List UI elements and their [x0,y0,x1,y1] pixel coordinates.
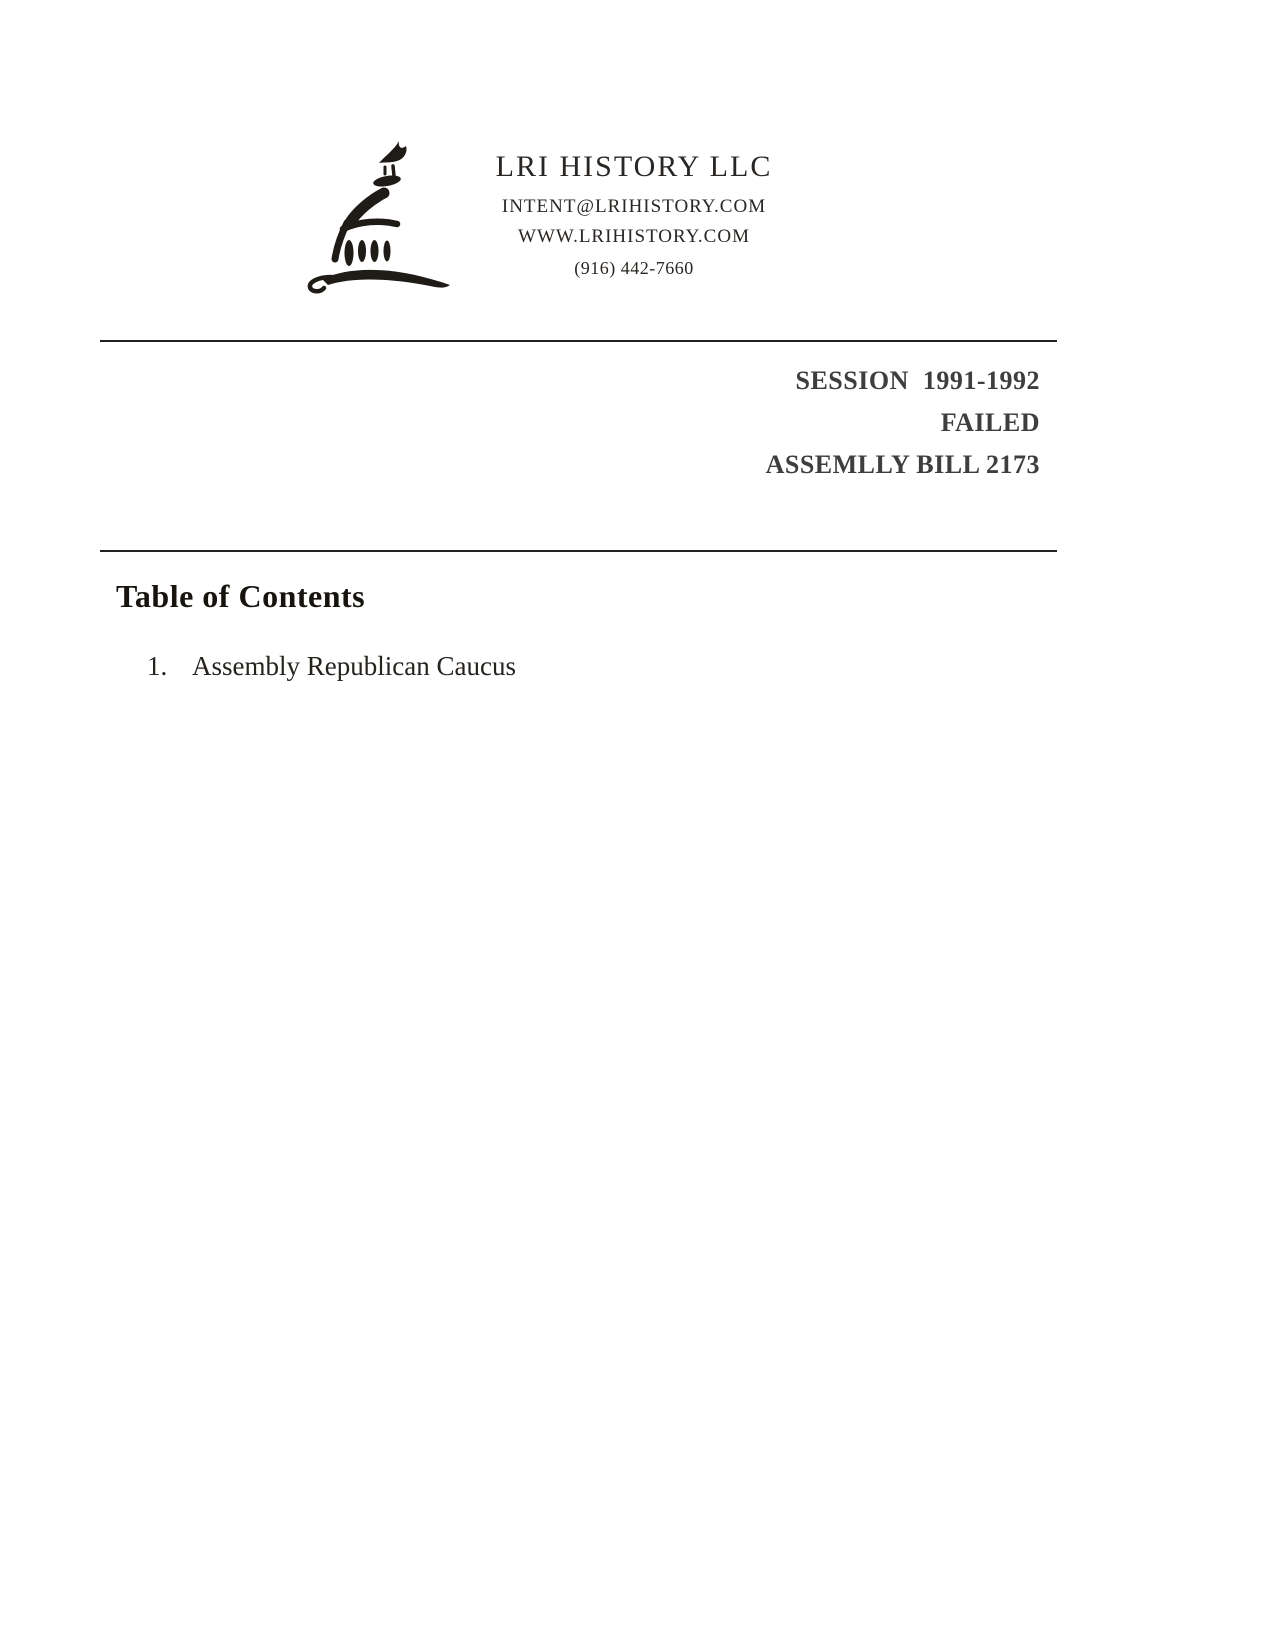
toc-list [147,649,516,683]
horizontal-rule-bottom [100,550,1057,552]
toc-item-label: Assembly Republican Caucus [192,651,516,681]
company-phone: (916) 442-7660 [574,257,694,278]
toc-heading: Table of Contents [116,578,366,614]
company-name: LRI HISTORY LLC [495,150,773,183]
company-email: INTENT@LRIHISTORY.COM [501,195,767,217]
toc-item-number: 1. [147,651,168,681]
bill-line: ASSEMLLY BILL 2173 [765,450,1040,479]
status-line: FAILED [940,408,1040,437]
letterhead [448,150,820,279]
session-line: SESSION 1991-1992 [795,366,1040,395]
company-website: WWW.LRIHISTORY.COM [518,225,750,247]
horizontal-rule-top [100,340,1057,342]
toc-item[interactable] [147,649,516,683]
session-info-block [766,360,1040,486]
